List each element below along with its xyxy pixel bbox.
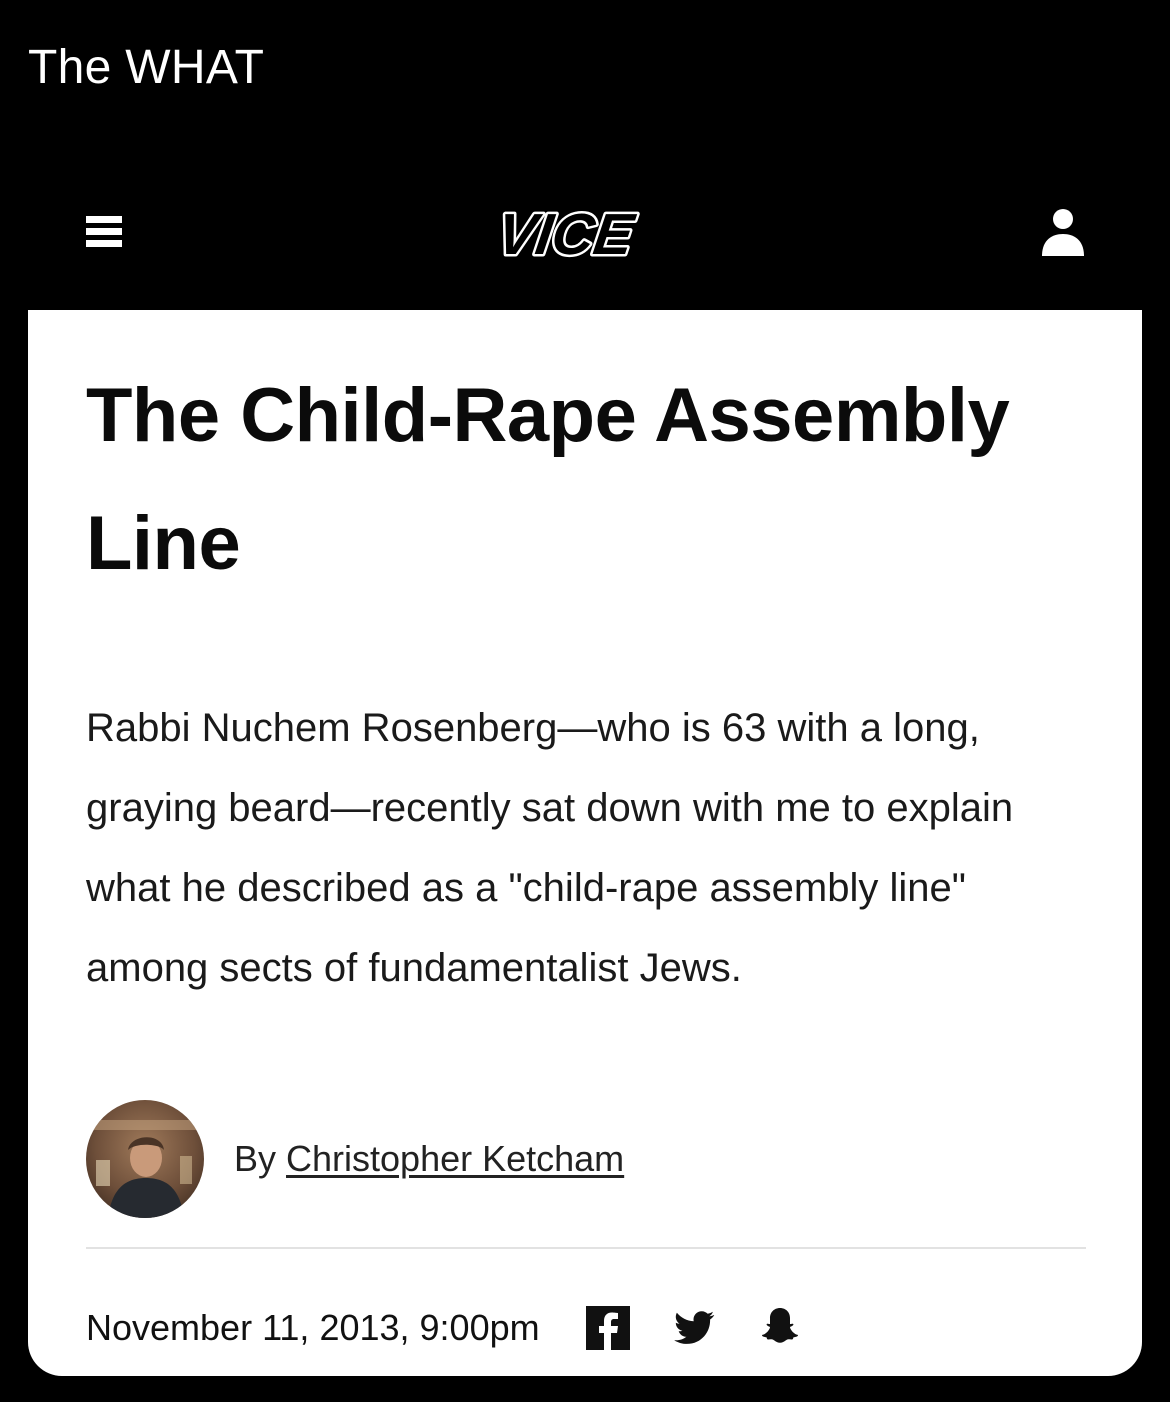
svg-text:VICE: VICE (493, 202, 638, 267)
author-avatar[interactable] (86, 1100, 204, 1218)
site-header (28, 178, 1142, 308)
hamburger-menu-icon[interactable] (84, 212, 124, 252)
author-link[interactable]: Christopher Ketcham (286, 1138, 625, 1179)
twitter-icon[interactable] (670, 1304, 718, 1352)
facebook-icon[interactable] (584, 1304, 632, 1352)
post-caption: The WHAT (28, 41, 265, 94)
divider (86, 1247, 1086, 1249)
article-card (28, 310, 1142, 1376)
meta-row (86, 1300, 804, 1356)
byline (86, 1100, 624, 1218)
snapchat-icon[interactable] (756, 1304, 804, 1352)
article-headline[interactable]: The Child-Rape Assembly Line (86, 373, 1010, 586)
byline-text (234, 1138, 624, 1180)
article-dek: Rabbi Nuchem Rosenberg—who is 63 with a long, graying beard—recently sat down with me to explain what he described as a "child-rape assembly line" among sects of fundamentalist Jews. (86, 706, 1014, 990)
publish-date: November 11, 2013, 9:00pm (86, 1307, 540, 1348)
user-account-icon[interactable] (1038, 206, 1088, 258)
vice-logo[interactable] (448, 194, 678, 274)
byline-prefix: By (234, 1138, 277, 1179)
